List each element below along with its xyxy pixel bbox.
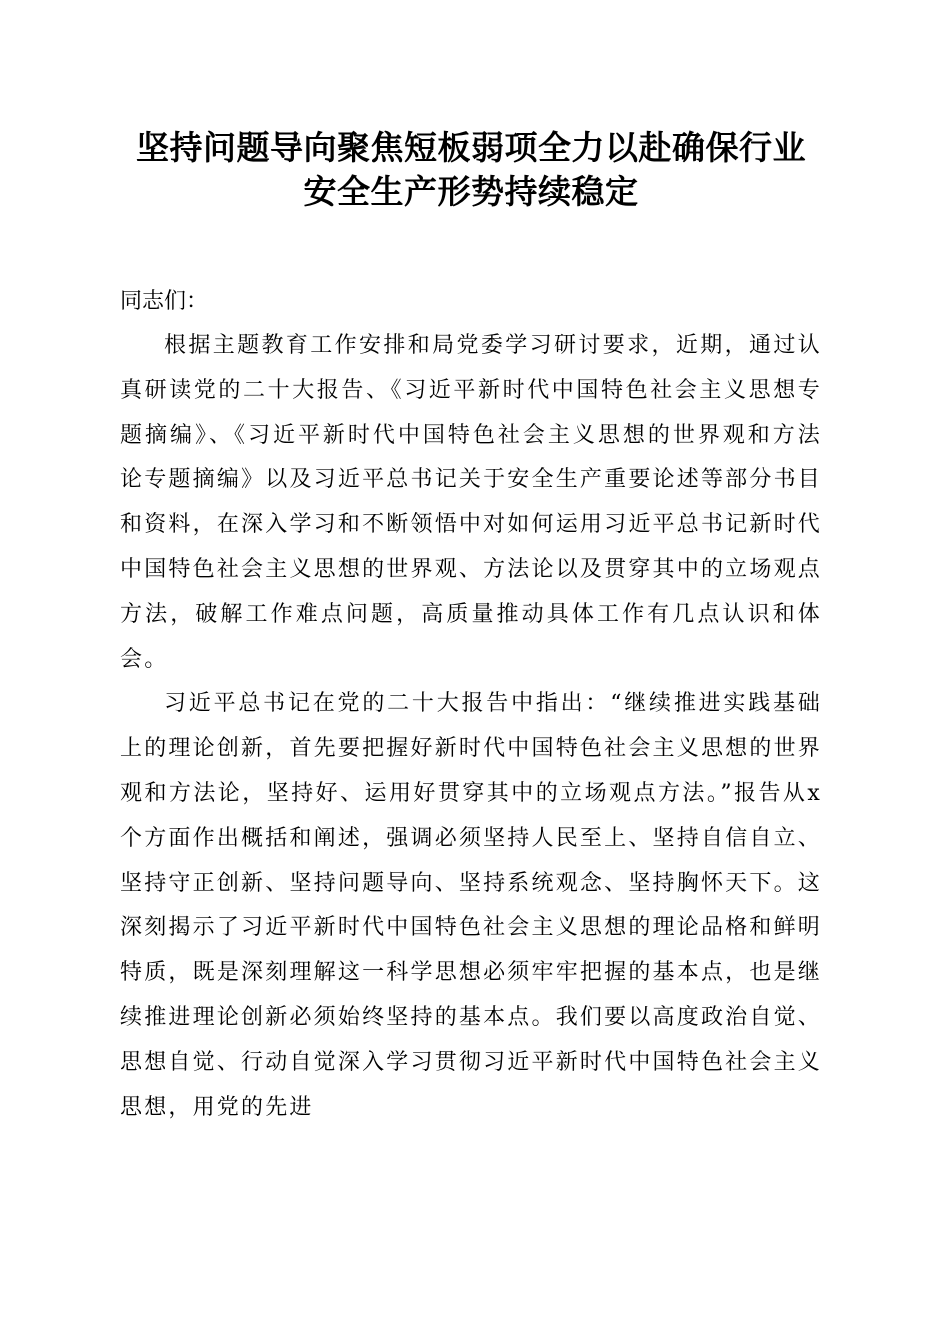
paragraph-1: 根据主题教育工作安排和局党委学习研讨要求，近期，通过认真研读党的二十大报告、《习近平新时代中国特色社会主义思想专题摘编》、《习近平新时代中国特色社会主义思想的世界观和方法论专题摘编》以及习近平总书记关于安全生产重要论述等部分书目和资料，在深入学习和不断领悟中对如何运用习近平总书记新时代中国特色社会主义思想的世界观、方法论以及贯穿其中的立场观点方法，破解工作难点问题，高质量推动具体工作有几点认识和体会。	[120, 333, 822, 672]
paragraph-2: 习近平总书记在党的二十大报告中指出：“继续推进实践基础上的理论创新，首先要把握好新时代中国特色社会主义思想的世界观和方法论，坚持好、运用好贯穿其中的立场观点方法。”报告从x个方面作出概括和阐述，强调必须坚持人民至上、坚持自信自立、坚持守正创新、坚持问题导向、坚持系统观念、坚持胸怀天下。这深刻揭示了习近平新时代中国特色社会主义思想的理论品格和鲜明特质，既是深刻理解这一科学思想必须牢牢把握的基本点，也是继续推进理论创新必须始终坚持的基本点。我们要以高度政治自觉、思想自觉、行动自觉深入学习贯彻习近平新时代中国特色社会主义思想，用党的先进	[120, 691, 822, 1120]
title-line-1: 坚持问题导向聚焦短板弱项全力以赴确保行业	[136, 128, 806, 167]
title-line-2: 安全生产形势持续稳定	[303, 172, 639, 211]
document-title	[120, 126, 822, 214]
salutation: 同志们：	[120, 289, 209, 314]
document-page	[120, 126, 822, 1130]
